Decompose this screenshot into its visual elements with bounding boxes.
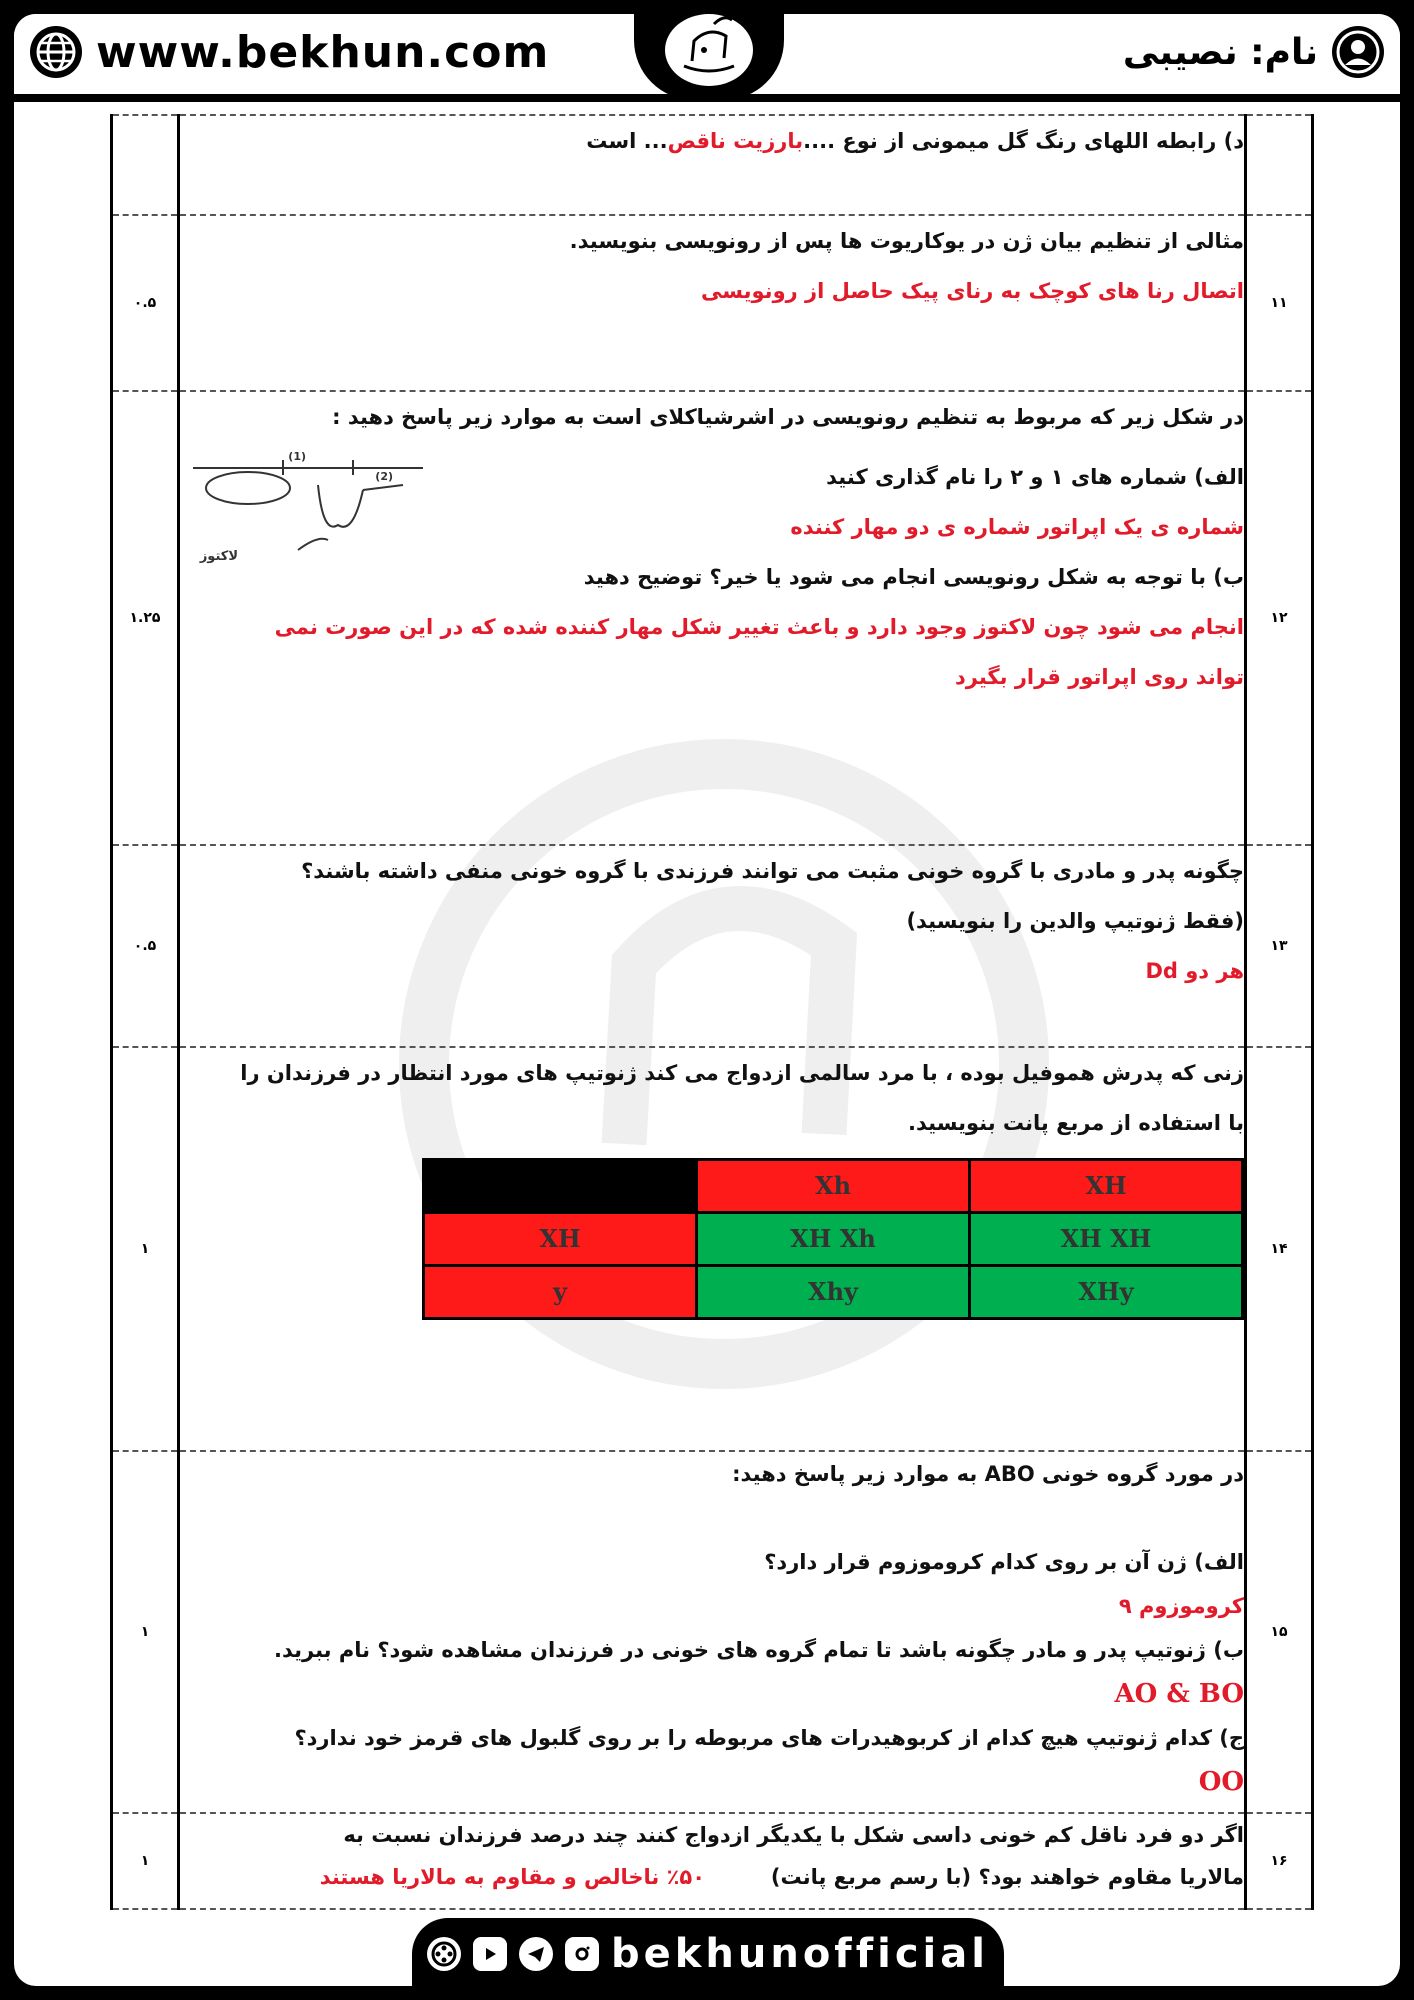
sketch-label-1: (1) — [288, 450, 306, 463]
question-row-14 — [112, 1047, 1313, 1451]
answer-text: بارزیت ناقص — [667, 129, 804, 153]
question-body — [179, 391, 1246, 845]
question-body — [179, 1047, 1246, 1451]
header — [14, 14, 1400, 92]
question-table — [110, 114, 1314, 1910]
answer-sheet — [110, 114, 1314, 1908]
answer-text: اتصال رنا های کوچک به رنای پیک حاصل از رونویسی — [701, 279, 1244, 303]
question-row-11 — [112, 215, 1313, 391]
question-text-2-content: مالاریا مقاوم خواهند بود؟ (با رسم مربع پانت) — [770, 1865, 1244, 1889]
question-number: ۱۲ — [1246, 391, 1313, 845]
lac-operon-sketch — [188, 450, 428, 570]
name-label: نام: نصیبی — [1122, 31, 1318, 73]
question-text: چگونه پدر و مادری با گروه خونی مثبت می توانند فرزندی با گروه خونی منفی داشته باشند؟ — [301, 859, 1244, 883]
answer-b-line1: انجام می شود چون لاکتوز وجود دارد و باعث تغییر شکل مهار کننده شده که در این صورت نمی — [274, 615, 1244, 639]
instagram-icon[interactable] — [565, 1937, 599, 1971]
question-text-2: با استفاده از مربع پانت بنویسید. — [908, 1111, 1244, 1135]
bekhun-logo — [654, 14, 764, 90]
question-row-15 — [112, 1451, 1313, 1813]
question-body — [179, 115, 1246, 215]
question-number: ۱۱ — [1246, 215, 1313, 391]
question-number: ۱۳ — [1246, 845, 1313, 1047]
answer-text: ۵۰٪ ناخالص و مقاوم به مالاریا هستند — [319, 1865, 706, 1889]
sketch-label-lactose: لاکتوز — [199, 549, 238, 564]
question-row-12 — [112, 391, 1313, 845]
question-body — [179, 1451, 1246, 1813]
question-a: الف) ژن آن بر روی کدام کروموزوم قرار دارد؟ — [764, 1550, 1244, 1574]
question-row-16 — [112, 1813, 1313, 1909]
question-intro: در مورد گروه خونی ABO به موارد زیر پاسخ دهید: — [732, 1462, 1244, 1486]
question-text: اگر دو فرد ناقل کم خونی داسی شکل با یکدیگر ازدواج کنند چند درصد فرزندان نسبت به — [343, 1823, 1244, 1847]
question-text-2: (فقط ژنوتیپ والدین را بنویسید) — [906, 909, 1244, 933]
question-body — [179, 845, 1246, 1047]
question-score: ۱ — [112, 1451, 179, 1813]
student-name — [1123, 24, 1386, 80]
question-text: مثالی از تنظیم بیان ژن در یوکاریوت ها پس از رونویسی بنویسید. — [569, 229, 1244, 253]
question-body — [179, 215, 1246, 391]
footer-social-bar — [412, 1918, 1004, 1986]
globe-icon — [28, 24, 84, 80]
question-text-2 — [180, 1856, 1244, 1898]
question-number — [1246, 115, 1313, 215]
question-body — [179, 1813, 1246, 1909]
question-score: ۱ — [112, 1047, 179, 1451]
youtube-icon[interactable] — [473, 1937, 507, 1971]
answer-a: شماره ی یک اپراتور شماره ی دو مهار کننده — [790, 515, 1244, 539]
page-frame — [14, 14, 1400, 1986]
question-score: ۱.۲۵ — [112, 391, 179, 845]
website-link[interactable] — [28, 24, 549, 80]
aparat-icon[interactable] — [427, 1937, 461, 1971]
question-row-d — [112, 115, 1313, 215]
answer-text: هر دو Dd — [1145, 959, 1244, 983]
punnett-row-header: y — [424, 1266, 697, 1319]
answer-b-line2: تواند روی اپراتور قرار بگیرد — [955, 665, 1244, 689]
punnett-corner — [424, 1160, 697, 1213]
question-score: ۰.۵ — [112, 845, 179, 1047]
sketch-label-2: (2) — [375, 470, 393, 483]
footer-handle[interactable]: bekhunofficial — [611, 1931, 989, 1977]
answer-a: کروموزوم ۹ — [1118, 1594, 1244, 1618]
telegram-icon[interactable] — [519, 1937, 553, 1971]
question-text-suffix: ... است — [586, 129, 668, 153]
punnett-cell: XHy — [970, 1266, 1243, 1319]
punnett-cell: XH XH — [970, 1213, 1243, 1266]
question-b: ب) با توجه به شکل رونویسی انجام می شود یا خیر؟ توضیح دهید — [583, 565, 1244, 589]
question-score: ۰.۵ — [112, 215, 179, 391]
punnett-cell: Xhy — [697, 1266, 970, 1319]
question-number: ۱۴ — [1246, 1047, 1313, 1451]
question-number: ۱۵ — [1246, 1451, 1313, 1813]
punnett-cell: XH Xh — [697, 1213, 970, 1266]
question-score: ۱ — [112, 1813, 179, 1909]
logo-tab — [634, 14, 784, 100]
question-row-13 — [112, 845, 1313, 1047]
question-b: ب) ژنوتیپ پدر و مادر چگونه باشد تا تمام گروه های خونی در فرزندان مشاهده شود؟ نام ببرید. — [274, 1638, 1244, 1662]
website-text: www.bekhun.com — [96, 26, 550, 78]
punnett-row-header: XH — [424, 1213, 697, 1266]
question-text: زنی که پدرش هموفیل بوده ، با مرد سالمی ازدواج می کند ژنوتیپ های مورد انتظار در فرزندان را — [240, 1061, 1244, 1085]
question-text: د) رابطه اللهای رنگ گل میمونی از نوع .... — [803, 129, 1244, 153]
answer-c: OO — [1198, 1767, 1244, 1797]
question-score — [112, 115, 179, 215]
answer-b: AO & BO — [1114, 1679, 1244, 1709]
question-intro: در شکل زیر که مربوط به تنظیم رونویسی در اشرشیاکلای است به موارد زیر پاسخ دهید : — [332, 405, 1244, 429]
question-number: ۱۶ — [1246, 1813, 1313, 1909]
header-divider — [14, 94, 1400, 102]
question-c: ج) کدام ژنوتیپ هیچ کدام از کربوهیدرات های مربوطه را بر روی گلبول های قرمز خود ندارد؟ — [294, 1726, 1244, 1750]
punnett-header-cell: Xh — [697, 1160, 970, 1213]
user-icon — [1330, 24, 1386, 80]
punnett-square — [422, 1158, 1244, 1320]
punnett-header-cell: XH — [970, 1160, 1243, 1213]
question-a: الف) شماره های ۱ و ۲ را نام گذاری کنید — [826, 465, 1244, 489]
